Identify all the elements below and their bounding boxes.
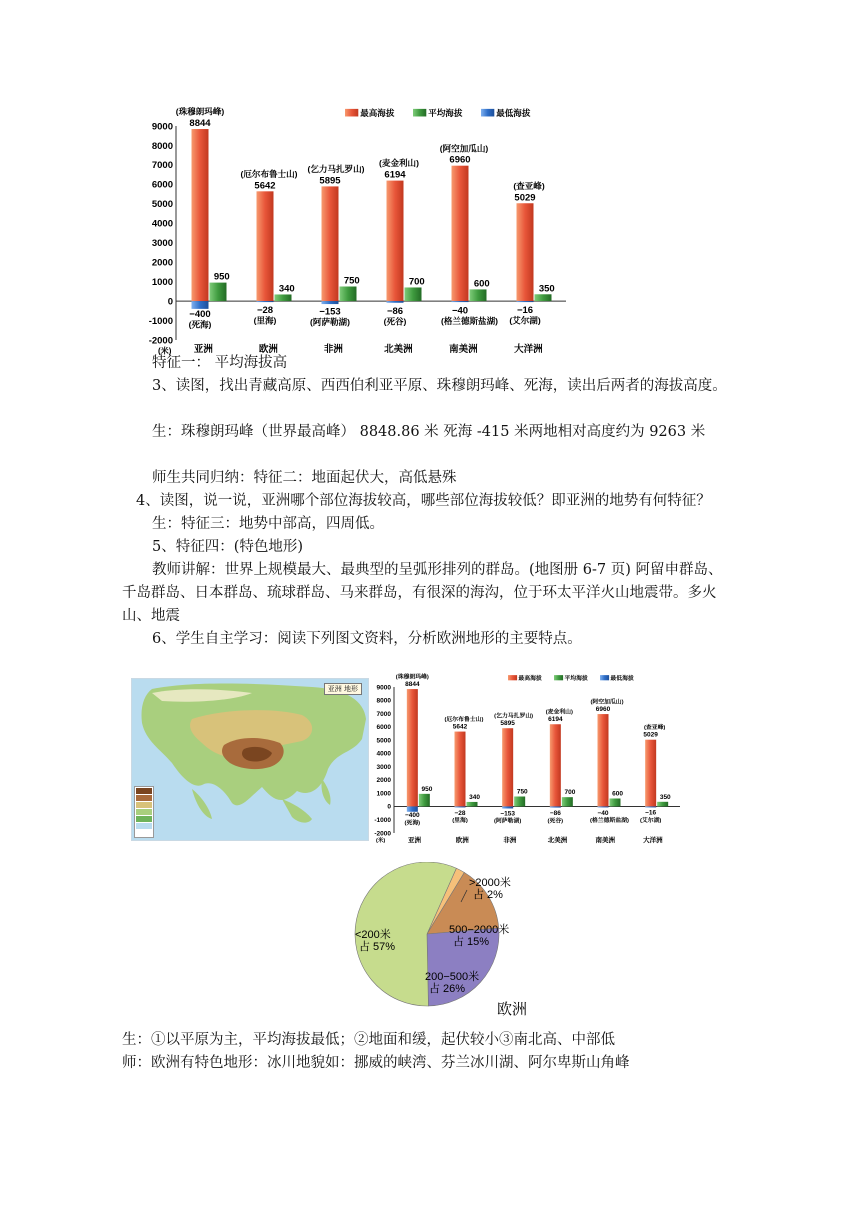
- y-tick-label: 5000: [376, 737, 391, 745]
- bar-min-0: [192, 301, 209, 309]
- legend-swatch: [345, 109, 358, 117]
- avg-value-label: 950: [421, 785, 433, 793]
- bar-min-4: [452, 301, 469, 302]
- y-tick-label: 2000: [151, 257, 173, 269]
- bar-min-5: [517, 301, 534, 302]
- answer4-text: 生：特征三：地势中部高，四周低。: [152, 516, 384, 532]
- map-legend: [134, 786, 154, 838]
- max-value-label: 5895: [500, 720, 515, 728]
- max-value-label: 8844: [405, 681, 420, 689]
- bar-avg-5: [657, 802, 668, 807]
- lowpoint-name-label: (里海): [452, 817, 468, 824]
- y-tick-label: 1000: [151, 276, 173, 288]
- y-axis-unit: (米): [158, 346, 172, 355]
- bar-min-1: [257, 301, 274, 302]
- max-value-label: 6960: [449, 154, 471, 166]
- avg-value-label: 750: [343, 275, 360, 287]
- question6-text: 6、学生自主学习：阅读下列图文资料，分析欧洲地形的主要特点。: [152, 631, 582, 647]
- min-value-label: −86: [386, 305, 404, 317]
- legend-label: 最低海拔: [496, 108, 531, 118]
- bar-max-1: [455, 732, 466, 807]
- pie-range-label: 500−2000米: [449, 924, 510, 936]
- y-tick-label: 8000: [151, 140, 173, 152]
- category-label: 亚洲: [193, 344, 213, 355]
- min-value-label: −400: [405, 812, 420, 820]
- bar-avg-5: [535, 294, 552, 301]
- question5-text: 5、特征四：(特色地形): [152, 539, 304, 555]
- elevation-chart-bottom: [368, 670, 690, 845]
- map-drawing: [132, 679, 368, 840]
- lowpoint-name-label: (阿萨勒湖): [494, 818, 522, 825]
- peak-name-label: (乞力马扎罗山): [307, 164, 365, 175]
- y-tick-label: -1000: [374, 817, 391, 825]
- min-value-label: −16: [645, 809, 657, 817]
- max-value-label: 5029: [643, 731, 658, 739]
- bar-min-5: [645, 806, 656, 807]
- asia-terrain-map: [131, 678, 369, 841]
- avg-value-label: 700: [564, 789, 576, 797]
- bar-min-4: [598, 806, 609, 807]
- y-tick-label: -2000: [148, 335, 173, 347]
- bar-max-1: [257, 191, 274, 301]
- lowpoint-name-label: (死谷): [383, 316, 407, 327]
- elevation-chart-top: [140, 100, 580, 355]
- pie-share-label: 占 57%: [359, 941, 396, 953]
- bar-max-5: [645, 740, 656, 807]
- category-label: 北美洲: [547, 837, 568, 844]
- max-value-label: 5642: [254, 180, 276, 192]
- min-value-label: −40: [597, 809, 609, 817]
- bar-min-0: [407, 806, 418, 811]
- lowpoint-name-label: (死谷): [547, 818, 564, 825]
- lowpoint-name-label: (里海): [253, 315, 277, 326]
- lowpoint-name-label: (阿萨勒湖): [310, 316, 350, 327]
- avg-value-label: 350: [659, 793, 671, 801]
- avg-value-label: 600: [473, 278, 490, 290]
- bar-max-3: [550, 724, 561, 806]
- y-tick-label: 6000: [376, 724, 391, 732]
- pie-range-label: 200−500米: [425, 971, 480, 983]
- y-tick-label: -2000: [374, 830, 391, 838]
- bar-max-5: [517, 203, 534, 301]
- lowpoint-name-label: (死海): [404, 820, 421, 827]
- avg-value-label: 340: [469, 793, 481, 801]
- min-value-label: −16: [516, 305, 534, 317]
- legend-swatch: [413, 109, 426, 117]
- y-tick-label: 9000: [151, 121, 173, 133]
- avg-value-label: 700: [408, 276, 425, 288]
- bar-max-0: [407, 689, 418, 806]
- y-tick-label: 7000: [151, 160, 173, 172]
- avg-value-label: 600: [612, 790, 624, 798]
- pie-share-label: 占 2%: [473, 889, 503, 901]
- max-value-label: 5642: [452, 723, 468, 731]
- bar-avg-1: [275, 294, 292, 301]
- bar-max-2: [502, 728, 513, 806]
- answer3-text: 生：珠穆朗玛峰（世界最高峰） 8848.86 米 死海 -415 米两地相对高度约为 9263 米: [152, 424, 706, 440]
- y-tick-label: 6000: [151, 179, 173, 191]
- legend-label: 平均海拔: [564, 676, 588, 682]
- avg-value-label: 350: [538, 283, 555, 295]
- y-tick-label: 0: [167, 296, 173, 308]
- peak-name-label: (珠穆朗玛峰): [175, 106, 225, 117]
- pie-title: 欧洲: [497, 1001, 528, 1018]
- summary-text: 师生共同归纳：特征二：地面起伏大，高低悬殊: [152, 470, 457, 486]
- min-value-label: −28: [454, 809, 466, 817]
- pie-range-label: >2000米: [469, 877, 511, 889]
- y-tick-label: 3000: [376, 763, 391, 771]
- peak-name-label: (阿空加瓜山): [590, 699, 624, 706]
- avg-value-label: 750: [516, 788, 528, 796]
- lowpoint-name-label: (格兰德斯盐湖): [441, 315, 498, 326]
- bar-avg-0: [419, 794, 430, 807]
- lowpoint-name-label: (艾尔湖): [639, 817, 662, 824]
- legend-label: 最低海拔: [610, 676, 634, 682]
- peak-name-label: (厄尔布鲁士山): [444, 716, 484, 723]
- europe-pie-chart: [345, 862, 545, 1022]
- max-value-label: 6194: [384, 169, 406, 181]
- bar-min-1: [455, 806, 466, 807]
- min-value-label: −153: [319, 306, 341, 318]
- teacher6-text: 师：欧洲有特色地形：冰川地貌如：挪威的峡湾、芬兰冰川湖、阿尔卑斯山角峰: [122, 1055, 630, 1071]
- legend-swatch: [554, 675, 563, 680]
- peak-name-label: (乞力马扎罗山): [494, 713, 534, 720]
- peak-name-label: (珠穆朗玛峰): [395, 674, 429, 681]
- max-value-label: 6194: [548, 716, 563, 724]
- y-tick-label: 1000: [376, 790, 391, 798]
- bar-max-4: [452, 166, 469, 301]
- bar-avg-3: [562, 797, 573, 806]
- answer6-text: 生：①以平原为主，平均海拔最低；②地面和缓，起伏较小③南北高、中部低: [122, 1032, 615, 1048]
- max-value-label: 5895: [319, 175, 341, 187]
- min-value-label: −153: [500, 810, 515, 818]
- max-value-label: 5029: [514, 192, 536, 204]
- bar-avg-0: [210, 283, 227, 301]
- y-tick-label: -1000: [148, 315, 173, 327]
- min-value-label: −40: [451, 305, 469, 317]
- pie-range-label: <200米: [355, 929, 391, 941]
- bar-max-3: [387, 181, 404, 302]
- y-tick-label: 5000: [151, 199, 173, 211]
- bar-max-4: [598, 714, 609, 806]
- max-value-label: 6960: [595, 706, 611, 714]
- category-label: 欧洲: [455, 837, 469, 844]
- bar-max-2: [322, 186, 339, 301]
- lowpoint-name-label: (死海): [188, 319, 212, 330]
- avg-value-label: 340: [278, 283, 295, 295]
- y-tick-label: 4000: [151, 218, 173, 230]
- category-label: 非洲: [323, 344, 343, 355]
- legend-label: 最高海拔: [518, 676, 542, 682]
- bar-max-0: [192, 129, 209, 301]
- min-value-label: −28: [256, 305, 274, 317]
- peak-name-label: (麦金利山): [545, 709, 573, 716]
- peak-name-label: (查亚峰): [643, 724, 666, 731]
- pie-share-label: 占 15%: [453, 936, 490, 948]
- legend-label: 最高海拔: [360, 108, 395, 118]
- min-value-label: −400: [189, 308, 211, 320]
- category-label: 大洋洲: [643, 837, 663, 844]
- bar-avg-1: [467, 802, 478, 807]
- avg-value-label: 950: [213, 271, 230, 283]
- bar-avg-3: [405, 287, 422, 301]
- question3-text: 3、读图，找出青藏高原、西西伯利亚平原、珠穆朗玛峰、死海，读出后两者的海拔高度。: [152, 378, 727, 394]
- question4-text: 4、读图，说一说，亚洲哪个部位海拔较高，哪些部位海拔较低？即亚洲的地势有何特征？: [136, 493, 711, 509]
- bar-avg-4: [610, 798, 621, 806]
- bar-avg-2: [514, 797, 525, 807]
- min-value-label: −86: [549, 810, 561, 818]
- lowpoint-name-label: (格兰德斯盐湖): [590, 817, 629, 824]
- category-label: 亚洲: [408, 837, 422, 844]
- y-tick-label: 2000: [376, 777, 391, 785]
- peak-name-label: (查亚峰): [513, 180, 545, 191]
- y-tick-label: 0: [387, 803, 391, 811]
- y-axis-unit: (米): [376, 838, 386, 845]
- category-label: 非洲: [503, 837, 517, 844]
- legend-swatch: [600, 675, 609, 680]
- bar-min-3: [387, 301, 404, 303]
- peak-name-label: (麦金利山): [379, 158, 419, 169]
- y-tick-label: 8000: [376, 697, 391, 705]
- lowpoint-name-label: (艾尔湖): [509, 315, 541, 326]
- y-tick-label: 3000: [151, 238, 173, 250]
- feature1-text: 特征一： 平均海拔高: [152, 355, 288, 371]
- map-title: 亚洲 地形: [324, 683, 362, 695]
- category-label: 南美洲: [449, 344, 478, 355]
- max-value-label: 8844: [189, 118, 211, 130]
- bar-avg-2: [340, 287, 357, 302]
- category-label: 北美洲: [384, 344, 413, 355]
- pie-share-label: 占 26%: [429, 983, 466, 995]
- y-tick-label: 4000: [376, 750, 391, 758]
- bar-min-2: [502, 806, 513, 808]
- category-label: 南美洲: [595, 837, 615, 844]
- bar-min-2: [322, 301, 339, 304]
- category-label: 大洋洲: [514, 344, 543, 355]
- y-tick-label: 9000: [376, 684, 391, 692]
- teacher5-text: 教师讲解：世界上规模最大、最典型的呈弧形排列的群岛。(地图册 6-7 页) 阿留申群岛、千岛群岛、日本群岛、琉球群岛、马来群岛，有很深的海沟，位于环太平洋火山地震带。多火山、地震: [122, 562, 723, 624]
- peak-name-label: (厄尔布鲁士山): [240, 168, 298, 179]
- peak-name-label: (阿空加瓜山): [439, 143, 489, 154]
- legend-label: 平均海拔: [428, 108, 463, 118]
- bar-avg-4: [470, 289, 487, 301]
- y-tick-label: 7000: [376, 710, 391, 718]
- legend-swatch: [508, 675, 517, 680]
- legend-swatch: [481, 109, 494, 117]
- category-label: 欧洲: [258, 344, 278, 355]
- bar-min-3: [550, 806, 561, 807]
